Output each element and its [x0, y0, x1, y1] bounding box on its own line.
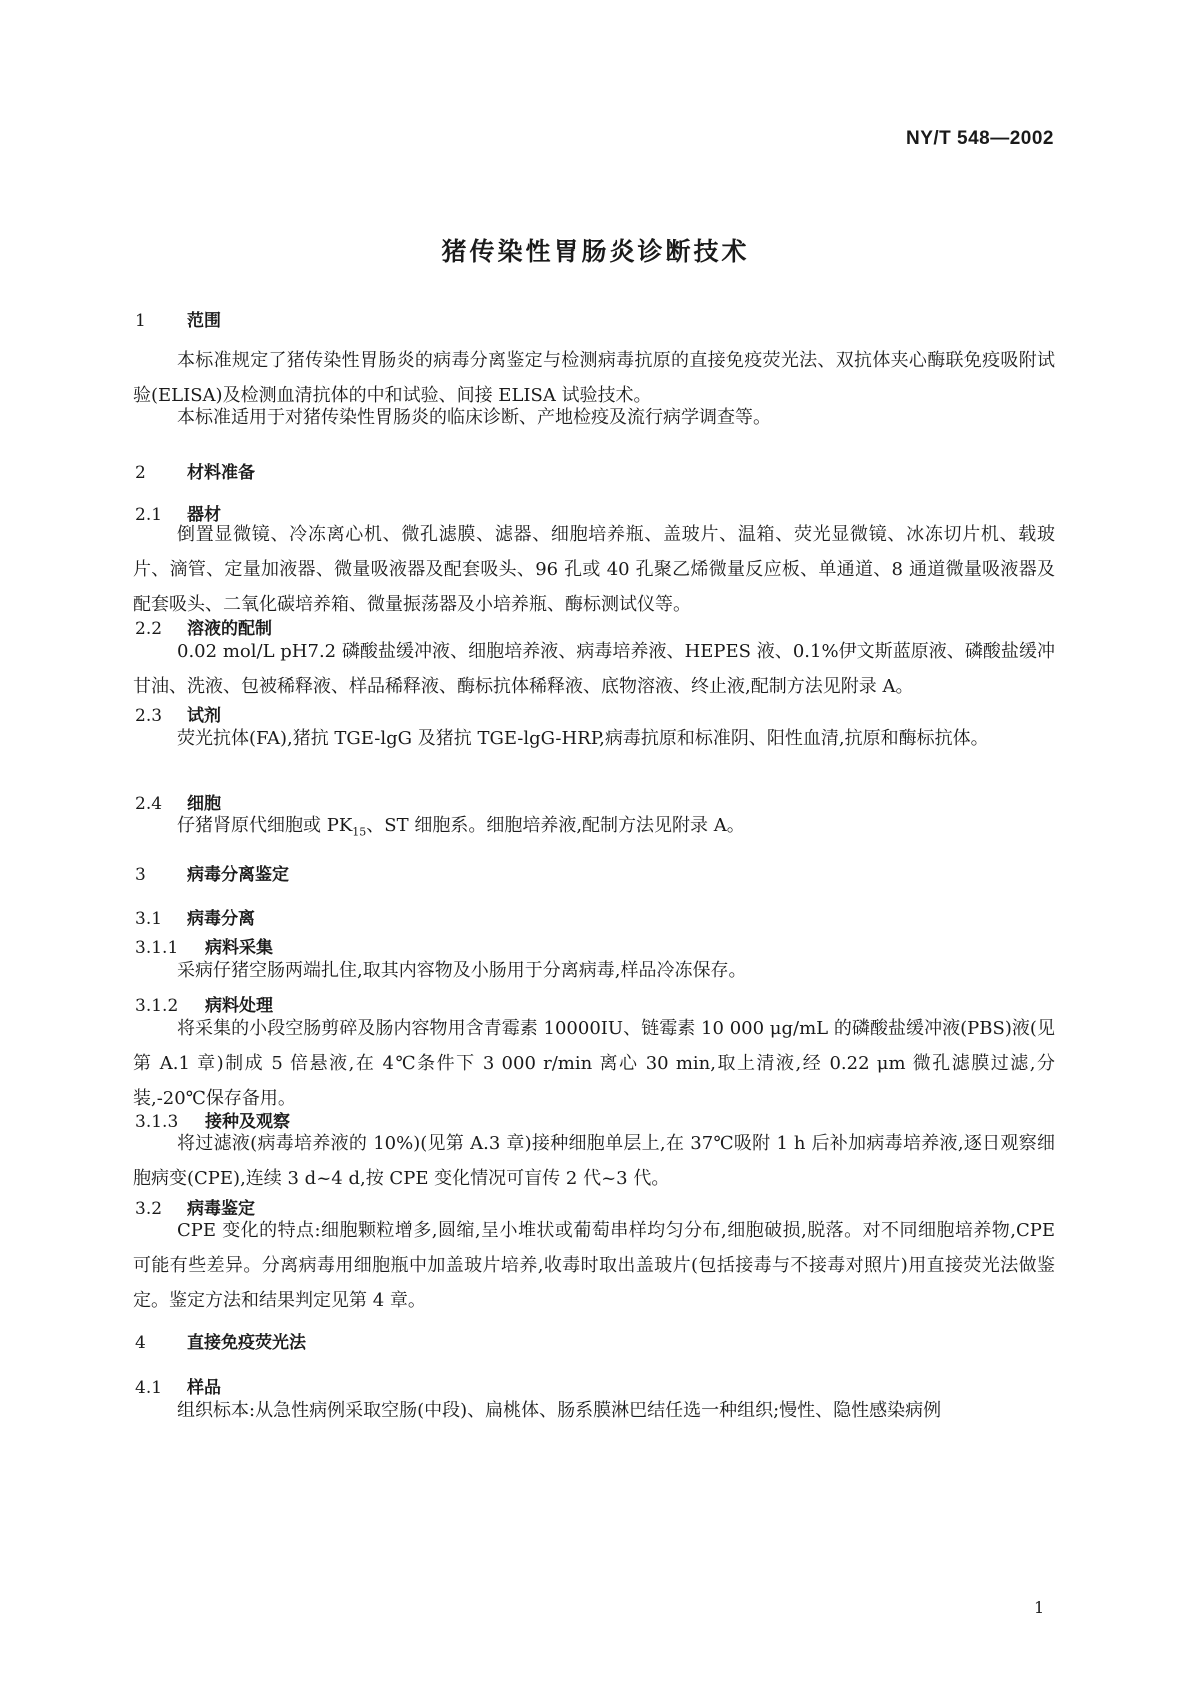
section-4-heading [135, 1328, 306, 1353]
section-title: 试剂 [187, 706, 221, 726]
section-title: 病毒分离鉴定 [187, 865, 289, 885]
section-title: 样品 [187, 1378, 221, 1398]
section-2-3-text: 荧光抗体(FA),猪抗 TGE-lgG 及猪抗 TGE-lgG-HRP,病毒抗原和标准阴、阳性血清,抗原和酶标抗体。 [177, 728, 989, 749]
section-number: 2.4 [135, 794, 163, 814]
standard-code: NY/T 548—2002 [905, 128, 1054, 149]
section-number: 4 [135, 1333, 146, 1353]
section-title: 接种及观察 [205, 1112, 290, 1132]
cell-text-before: 仔猪肾原代细胞或 PK [177, 815, 353, 836]
section-number: 3.1.3 [135, 1112, 179, 1132]
pk-subscript: 15 [352, 825, 367, 839]
section-2-heading [135, 458, 255, 483]
section-1-paragraph-1: 本标准规定了猪传染性胃肠炎的病毒分离鉴定与检测病毒抗原的直接免疫荧光法、双抗体夹心酶联免疫吸附试验(ELISA)及检测血清抗体的中和试验、间接 ELISA 试验技术。 [133, 350, 1055, 406]
section-title: 病毒分离 [187, 909, 255, 929]
section-number: 2.3 [135, 706, 163, 726]
section-3-1-heading [135, 904, 255, 929]
section-2-1-text: 倒置显微镜、冷冻离心机、微孔滤膜、滤器、细胞培养瓶、盖玻片、温箱、荧光显微镜、冰冻切片机、载玻片、滴管、定量加液器、微量吸液器及配套吸头、96 孔或 40 孔聚乙烯微量反应板、单通道、8 通道微量吸液器及配套吸头、二氧化碳培养箱、微量振荡器及小培养瓶、酶标测试仪等。 [133, 524, 1055, 615]
section-title: 器材 [187, 505, 221, 525]
section-3-1-1-text: 采病仔猪空肠两端扎住,取其内容物及小肠用于分离病毒,样品冷冻保存。 [177, 960, 747, 981]
page-number: 1 [1034, 1598, 1045, 1617]
section-2-4-text [133, 808, 1055, 850]
section-4-1-text: 组织标本:从急性病例采取空肠(中段)、扁桃体、肠系膜淋巴结任选一种组织;慢性、隐性感染病例 [177, 1400, 942, 1421]
section-3-1-2-text: 将采集的小段空肠剪碎及肠内容物用含青霉素 10000IU、链霉素 10 000 μg/mL 的磷酸盐缓冲液(PBS)液(见第 A.1 章)制成 5 倍悬液,在 4℃条件下 3 000 r/min 离心 30 min,取上清液,经 0.22 μm 微孔滤膜过滤,分装,-20℃保存备用。 [133, 1018, 1055, 1109]
section-title: 细胞 [187, 794, 221, 814]
document-title: 猪传染性胃肠炎诊断技术 [441, 237, 750, 266]
section-1-heading [135, 306, 221, 331]
section-title: 材料准备 [187, 463, 255, 483]
section-number: 2.1 [135, 505, 163, 525]
section-2-2-text: 0.02 mol/L pH7.2 磷酸盐缓冲液、细胞培养液、病毒培养液、HEPES 液、0.1%伊文斯蓝原液、磷酸盐缓冲甘油、洗液、包被稀释液、样品稀释液、酶标抗体稀释液、底物溶液、终止液,配制方法见附录 A。 [133, 641, 1055, 697]
cell-text-after: 、ST 细胞系。细胞培养液,配制方法见附录 A。 [366, 815, 745, 836]
section-number: 4.1 [135, 1378, 163, 1398]
section-1-paragraph-2: 本标准适用于对猪传染性胃肠炎的临床诊断、产地检疫及流行病学调查等。 [177, 407, 771, 428]
section-number: 1 [135, 311, 146, 331]
section-title: 病料处理 [205, 996, 273, 1016]
section-3-2-text: CPE 变化的特点:细胞颗粒增多,圆缩,呈小堆状或葡萄串样均匀分布,细胞破损,脱落。对不同细胞培养物,CPE 可能有些差异。分离病毒用细胞瓶中加盖玻片培养,收毒时取出盖玻片(包括接毒与不接毒对照片)用直接荧光法做鉴定。鉴定方法和结果判定见第 4 章。 [133, 1220, 1055, 1311]
section-number: 3.1.2 [135, 996, 179, 1016]
section-title: 范围 [187, 311, 221, 331]
section-3-heading [135, 860, 289, 885]
section-number: 3.2 [135, 1199, 163, 1219]
section-title: 病料采集 [205, 938, 273, 958]
section-title: 直接免疫荧光法 [187, 1333, 306, 1353]
section-title: 病毒鉴定 [187, 1199, 255, 1219]
section-number: 3.1.1 [135, 938, 179, 958]
section-title: 溶液的配制 [187, 619, 272, 639]
section-number: 2.2 [135, 619, 163, 639]
section-number: 2 [135, 463, 146, 483]
section-number: 3 [135, 865, 146, 885]
section-number: 3.1 [135, 909, 163, 929]
section-3-1-3-text: 将过滤液(病毒培养液的 10%)(见第 A.3 章)接种细胞单层上,在 37℃吸附 1 h 后补加病毒培养液,逐日观察细胞病变(CPE),连续 3 d~4 d,按 CPE 变化情况可盲传 2 代~3 代。 [133, 1133, 1055, 1189]
